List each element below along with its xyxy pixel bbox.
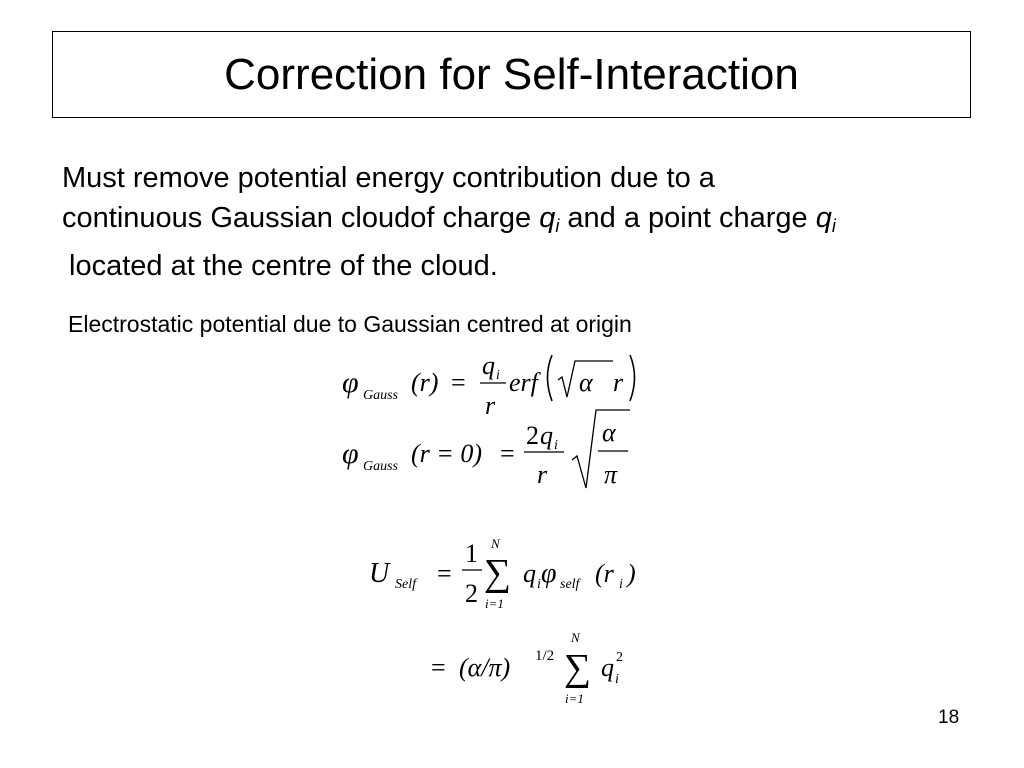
- self-phi-subscript: self: [560, 577, 580, 592]
- equals-sign: =: [451, 368, 466, 397]
- equals-sign: =: [431, 653, 446, 682]
- argument-close: ): [627, 559, 636, 588]
- equals-sign: =: [437, 559, 452, 588]
- equation-phi-gauss-origin: [340, 408, 640, 493]
- sum-upper-n: N: [491, 536, 500, 551]
- body-line-2: [62, 198, 992, 246]
- summation-sign: ∑: [564, 647, 592, 689]
- summation-sign: ∑: [484, 552, 512, 594]
- pi-symbol: π: [604, 460, 618, 489]
- body-line-2-and: and a point charge: [559, 202, 816, 234]
- gauss-subscript: Gauss: [363, 388, 399, 403]
- charge-subscript: i: [555, 216, 560, 236]
- numerator-q: q: [540, 421, 553, 450]
- charge-symbol: q: [539, 202, 556, 234]
- body-line-3: located at the centre of the cloud.: [69, 250, 498, 282]
- right-paren: [630, 355, 635, 401]
- equation-self-energy-result: [425, 625, 645, 715]
- equation-caption: Electrostatic potential due to Gaussian centred at origin: [68, 311, 632, 337]
- numerator-subscript-i: i: [496, 368, 500, 383]
- numerator-subscript-i: i: [554, 438, 558, 453]
- body-paragraph: [62, 158, 992, 286]
- charge-subscript-i: i: [615, 672, 619, 687]
- point-charge-symbol: q: [815, 202, 832, 234]
- alpha-symbol: α: [579, 368, 593, 397]
- numerator-q: q: [482, 351, 495, 380]
- charge-q: q: [523, 559, 536, 588]
- phi-symbol: φ: [541, 558, 557, 589]
- alpha-symbol: α: [602, 418, 616, 447]
- phi-symbol: φ: [342, 366, 359, 399]
- alpha-over-pi: (α/π): [459, 653, 511, 682]
- charge-q: q: [601, 653, 614, 682]
- body-line-2-text: continuous Gaussian cloudof charge: [62, 202, 540, 234]
- half-exponent: 1/2: [535, 648, 555, 664]
- page-number: 18: [938, 707, 960, 728]
- erf-function: erf: [509, 368, 538, 397]
- left-paren: [548, 355, 553, 401]
- argument-r: (r): [411, 368, 439, 397]
- sum-lower-index: i=1: [565, 691, 584, 706]
- gauss-subscript: Gauss: [363, 459, 399, 474]
- title-box: [52, 31, 971, 118]
- sum-lower-index: i=1: [485, 596, 504, 611]
- phi-symbol: φ: [342, 437, 359, 470]
- argument-r: (r: [595, 559, 614, 588]
- point-charge-subscript: i: [831, 216, 836, 236]
- body-line-1: Must remove potential energy contribution due to a: [62, 162, 715, 194]
- argument-r-zero: (r = 0): [411, 439, 482, 468]
- argument-subscript-i: i: [619, 577, 623, 592]
- charge-subscript-i: i: [537, 577, 541, 592]
- denominator-r: r: [485, 391, 496, 420]
- energy-u-symbol: U: [369, 558, 390, 589]
- equation-self-energy: [365, 530, 655, 620]
- fraction-two: 2: [465, 579, 478, 608]
- radius-r: r: [613, 368, 624, 397]
- denominator-r: r: [537, 460, 548, 489]
- sum-upper-n: N: [571, 630, 580, 645]
- self-subscript: Self: [395, 577, 416, 592]
- square-exponent: 2: [616, 650, 623, 665]
- sqrt-sign: [572, 410, 630, 488]
- slide-title: Correction for Self-Interaction: [224, 49, 799, 99]
- numerator-two: 2: [526, 421, 539, 450]
- equals-sign: =: [500, 439, 515, 468]
- fraction-one: 1: [465, 539, 478, 568]
